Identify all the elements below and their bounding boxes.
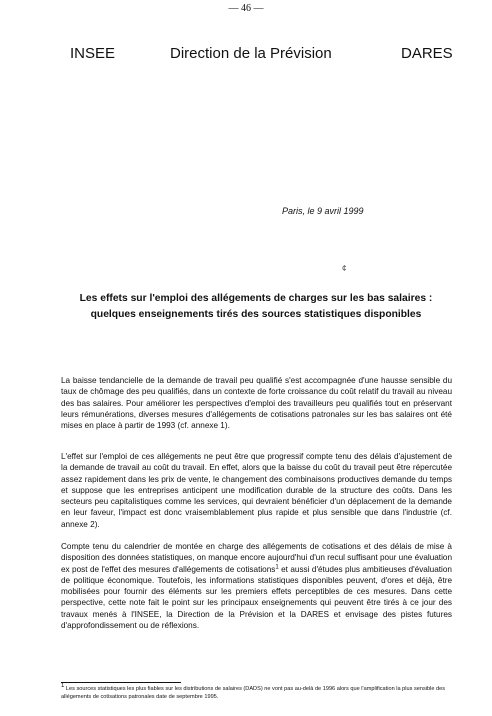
footnote-number: 1 bbox=[61, 683, 65, 690]
header-insee: INSEE bbox=[70, 45, 116, 62]
paragraph-3-part-a: Compte tenu du calendrier de montée en charge des allégements de cotisations et des délais de mise à disposition des données statistiques, on manque encore aujourd'hui d'un recul suffisant pour une évaluation ex post de l'effet des mesures d'allégements de cotisations bbox=[61, 542, 452, 574]
stray-mark: ¢ bbox=[342, 264, 347, 273]
header-direction-prevision: Direction de la Prévision bbox=[170, 45, 332, 62]
title-line-1: Les effets sur l'emploi des allégements de charges sur les bas salaires : bbox=[79, 293, 433, 304]
date-line: Paris, le 9 avril 1999 bbox=[282, 206, 364, 216]
footnote-reference: 1 bbox=[275, 563, 279, 570]
footnote-divider bbox=[61, 682, 181, 683]
document-title bbox=[40, 291, 472, 323]
footnote bbox=[61, 683, 471, 701]
body-paragraph-2: L'effet sur l'emploi de ces allégements ne peut être que progressif compte tenu des délais d'ajustement de la demande de travail au coût du travail. En effet, alors que la baisse du coût du travail peut être répercutée assez rapidement dans les prix de vente, le changement des combinaisons productives demande du temps et suppose que les entreprises anticipent une modification durable de la structure des coûts. Dans les secteurs peu capitalistiques comme les services, qui devraient bénéficier d'un déplacement de la demande en leur faveur, l'impact est donc vraisemblablement plus rapide et plus sensible que dans l'industrie (cf. annexe 2). bbox=[61, 452, 452, 529]
page-number: — 46 — bbox=[228, 3, 264, 14]
body-paragraph-1: La baisse tendancielle de la demande de travail peu qualifié s'est accompagnée d'une hausse sensible du taux de chômage des peu qualifiés, dans un contexte de forte croissance du coût relatif du travail au niveau des bas salaires. Pour améliorer les perspectives d'emploi des travailleurs peu qualifiés tout en préservant leurs rémunérations, diverses mesures d'allégements de cotisations patronales sur les bas salaires ont été mises en place à partir de 1993 (cf. annexe 1). bbox=[61, 376, 452, 431]
paragraph-3-part-b: et aussi d'études plus ambitieuses d'évaluation de politique économique. Toutefois, les informations statistiques disponibles peuvent, d'ores et déjà, être mobilisées pour fournir des éléments sur les premiers effets perceptibles de ces mesures. Dans cette perspective, cette note fait le point sur les principaux enseignements qui peuvent être tirés à ce jour des travaux menés à l'INSEE, la Direction de la Prévision et la DARES et envisage des pistes futures d'approfondissement ou de réflexions. bbox=[61, 564, 452, 631]
body-paragraph-3 bbox=[61, 541, 452, 631]
header-dares: DARES bbox=[401, 45, 453, 62]
footnote-text: Les sources statistiques les plus fiables sur les distributions de salaires (DADS) ne vont pas au-delà de 1996 alors que l'amplification la plus sensible des allégements de cotisations patronales date de septembre 1995. bbox=[61, 686, 446, 700]
title-line-2: quelques enseignements tirés des sources statistiques disponibles bbox=[90, 309, 422, 320]
